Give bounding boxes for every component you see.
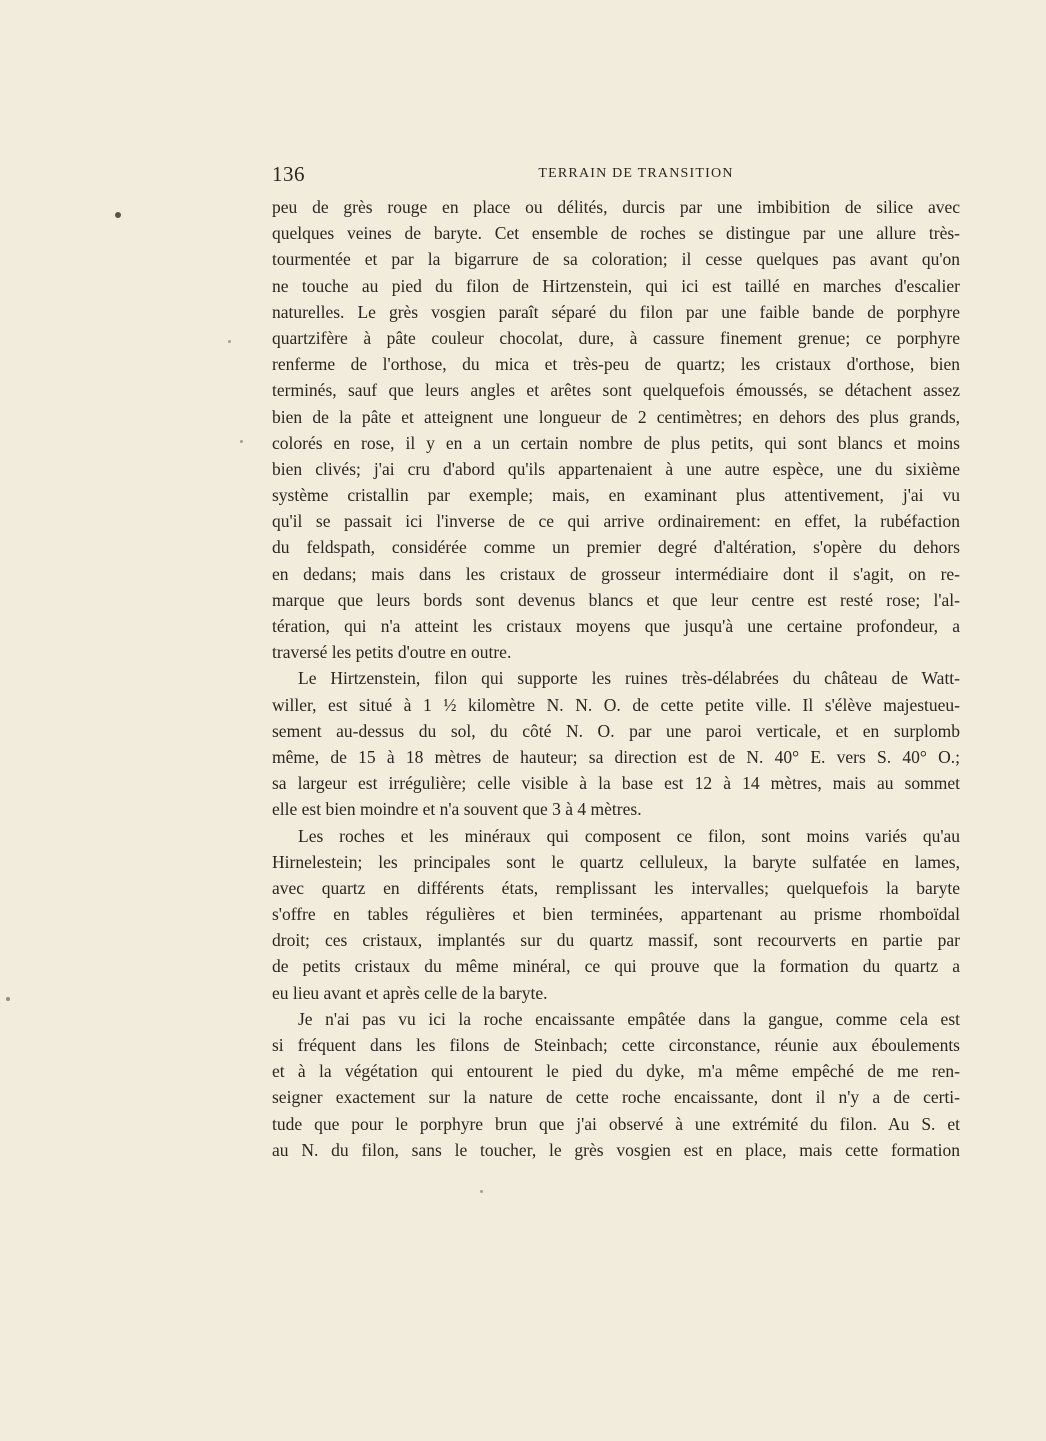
text-line: bien clivés; j'ai cru d'abord qu'ils appartenaient à une autre espèce, une du sixième [272,458,960,479]
text-line: Hirnelestein; les principales sont le quartz celluleux, la baryte sulfatée en lames, [272,851,960,872]
text-line: en dedans; mais dans les cristaux de grosseur intermédiaire dont il s'agit, on re- [272,563,960,584]
text-line: avec quartz en différents états, remplissant les intervalles; quelquefois la baryte [272,877,960,898]
text-line: willer, est situé à 1 ½ kilomètre N. N. O. de cette petite ville. Il s'élève majestueu- [272,694,960,715]
text-line: quelques veines de baryte. Cet ensemble de roches se distingue par une allure très- [272,223,960,244]
paper-speck [115,212,121,218]
text-line: Les roches et les minéraux qui composent ce filon, sont moins variés qu'au [298,825,960,846]
paper-speck [6,997,10,1001]
text-line: système cristallin par exemple; mais, en examinant plus attentivement, j'ai vu [272,485,960,506]
text-line: traversé les petits d'outre en outre. [272,642,512,663]
text-line: elle est bien moindre et n'a souvent que 3 à 4 mètres. [272,799,642,820]
text-line: quartzifère à pâte couleur chocolat, dure, à cassure finement grenue; ce porphyre [272,327,960,348]
page-number: 136 [272,162,305,186]
text-line: Je n'ai pas vu ici la roche encaissante empâtée dans la gangue, comme cela est [298,1008,960,1029]
text-line: sa largeur est irrégulière; celle visible à la base est 12 à 14 mètres, mais au sommet [272,773,960,794]
page-header [272,160,960,188]
text-line: si fréquent dans les filons de Steinbach; cette circonstance, réunie aux éboulements [272,1035,960,1055]
running-title: TERRAIN DE TRANSITION [538,166,734,181]
text-line: tourmentée et par la bigarrure de sa coloration; il cesse quelques pas avant qu'on [272,249,960,270]
text-line: renferme de l'orthose, du mica et très-peu de quartz; les cristaux d'orthose, bien [272,354,960,375]
text-line: de petits cristaux du même minéral, ce qui prouve que la formation du quartz a [272,956,960,977]
text-line: du feldspath, considérée comme un premier degré d'altération, s'opère du dehors [272,537,960,558]
text-line: marque que leurs bords sont devenus blancs et que leur centre est resté rose; l'al- [272,589,960,610]
text-line: au N. du filon, sans le toucher, le grès vosgien est en place, mais cette formation [272,1139,960,1160]
text-line: sement au-dessus du sol, du côté N. O. par une paroi verticale, et en surplomb [272,720,960,741]
text-line: terminés, sauf que leurs angles et arêtes sont quelquefois émoussés, se détachent assez [272,380,960,401]
text-line: ne touche au pied du filon de Hirtzenstein, qui ici est taillé en marches d'escalier [272,275,960,296]
body-text [272,194,960,1163]
text-line: Le Hirtzenstein, filon qui supporte les ruines très-délabrées du château de Watt- [298,668,960,689]
text-line: naturelles. Le grès vosgien paraît séparé du filon par une faible bande de porphyre [272,301,960,322]
text-line: s'offre en tables régulières et bien terminées, appartenant au prisme rhomboïdal [272,904,960,925]
text-line: eu lieu avant et après celle de la baryte. [272,982,548,1003]
paper-speck [480,1190,483,1193]
text-line: bien de la pâte et atteignent une longueur de 2 centimètres; en dehors des plus grands, [272,406,960,427]
text-line: peu de grès rouge en place ou délités, durcis par une imbibition de silice avec [272,197,960,217]
text-line: tération, qui n'a atteint les cristaux moyens que jusqu'à une certaine profondeur, a [272,616,960,636]
text-line: et à la végétation qui entourent le pied du dyke, m'a même empêché de me ren- [272,1061,960,1082]
text-line: même, de 15 à 18 mètres de hauteur; sa direction est de N. 40° E. vers S. 40° O.; [272,746,960,767]
paper-speck [228,340,231,343]
text-line: qu'il se passait ici l'inverse de ce qui arrive ordinairement: en effet, la rubéfaction [272,511,960,532]
text-line: droit; ces cristaux, implantés sur du quartz massif, sont recourverts en partie par [272,930,960,951]
paper-speck [240,440,243,443]
text-line: tude que pour le porphyre brun que j'ai observé à une extrémité du filon. Au S. et [272,1113,960,1134]
text-line: seigner exactement sur la nature de cette roche encaissante, dont il n'y a de certi- [272,1087,960,1108]
text-line: colorés en rose, il y en a un certain nombre de plus petits, qui sont blancs et moins [272,432,960,453]
